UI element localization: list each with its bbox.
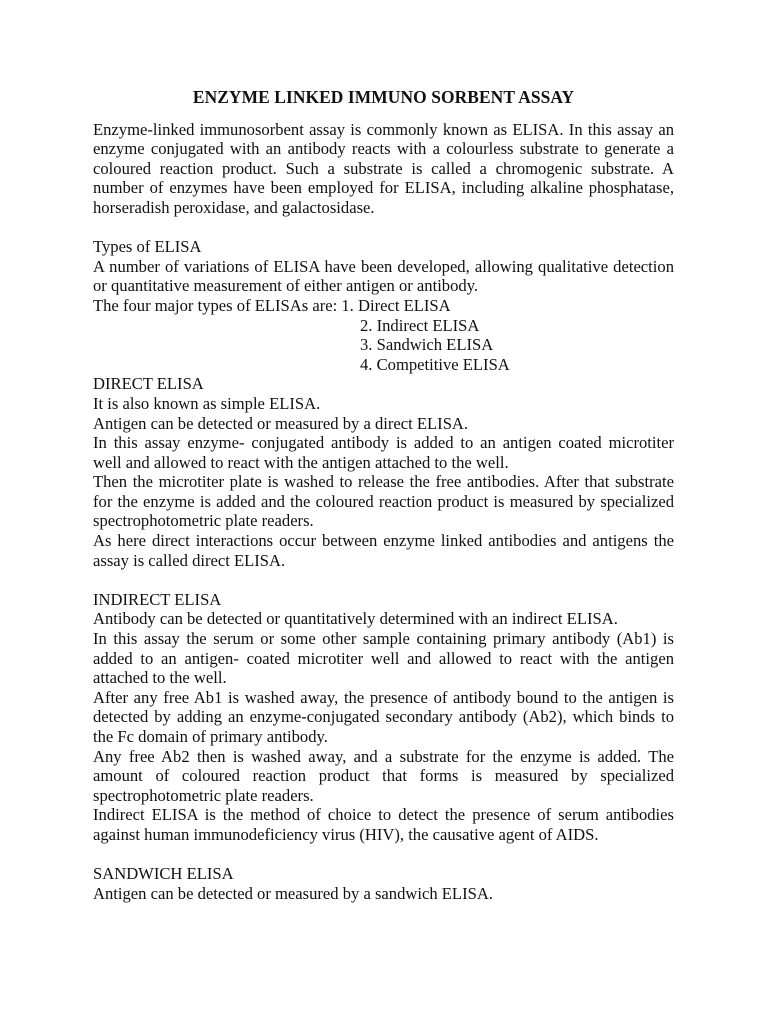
types-item: 2. Indirect ELISA [360,315,480,335]
direct-line: As here direct interactions occur between enzyme linked antibodies and antigens the assay is called direct ELISA. [93,531,674,570]
spacer [93,570,674,590]
types-list-row [93,296,674,316]
indirect-line: Antibody can be detected or quantitatively determined with an indirect ELISA. [93,609,618,629]
types-item: 4. Competitive ELISA [360,354,510,374]
direct-line: Antigen can be detected or measured by a direct ELISA. [93,413,469,433]
indirect-line: Any free Ab2 then is washed away, and a substrate for the enzyme is added. The amount of coloured reaction product that forms is measured by specialized spectrophotometric plate readers. [93,746,674,805]
direct-heading: DIRECT ELISA [93,374,204,394]
types-lead-text: The four major types of ELISAs are: [93,295,342,315]
document-title: ENZYME LINKED IMMUNO SORBENT ASSAY [192,87,575,107]
types-list-row [93,316,674,336]
indent [93,316,360,336]
indirect-line: Indirect ELISA is the method of choice to detect the presence of serum antibodies against human immunodeficiency virus (HIV), the causative agent of AIDS. [93,805,674,844]
indirect-line: After any free Ab1 is washed away, the presence of antibody bound to the antigen is detected by adding an enzyme-conjugated secondary antibody (Ab2), which binds to the Fc domain of primary antibody. [93,687,674,746]
spacer [93,218,674,238]
intro-paragraph: Enzyme-linked immunosorbent assay is commonly known as ELISA. In this assay an enzyme conjugated with an antibody reacts with a colourless substrate to generate a coloured reaction product. Such a substrate is called a chromogenic substrate. A number of enzymes have been employed for ELISA, including alkaline phosphatase, horseradish peroxidase, and galactosidase. [93,119,674,217]
types-list [93,296,674,374]
types-list-row [93,335,674,355]
direct-line: In this assay enzyme- conjugated antibody is added to an antigen coated microtiter well and allowed to react with the antigen attached to the well. [93,433,674,472]
indent [93,335,360,355]
types-paragraph: A number of variations of ELISA have been developed, allowing qualitative detection or quantitative measurement of either antigen or antibody. [93,256,674,296]
indirect-line: In this assay the serum or some other sample containing primary antibody (Ab1) is added to an antigen- coated microtiter well and allowed to react with the antigen attached to the well. [93,629,674,688]
types-heading: Types of ELISA [93,237,202,257]
types-item: 3. Sandwich ELISA [360,335,494,355]
indent [93,355,360,375]
direct-line: It is also known as simple ELISA. [93,393,321,413]
document-page [93,88,674,903]
types-list-row [93,355,674,375]
sandwich-line: Antigen can be detected or measured by a sandwich ELISA. [93,883,493,903]
spacer [93,845,674,865]
direct-line: Then the microtiter plate is washed to release the free antibodies. After that substrate for the enzyme is added and the coloured reaction product is measured by specialized spectrophotometric plate readers. [93,472,674,531]
sandwich-heading: SANDWICH ELISA [93,864,234,884]
types-item: 1. Direct ELISA [341,295,451,315]
indirect-heading: INDIRECT ELISA [93,589,222,609]
